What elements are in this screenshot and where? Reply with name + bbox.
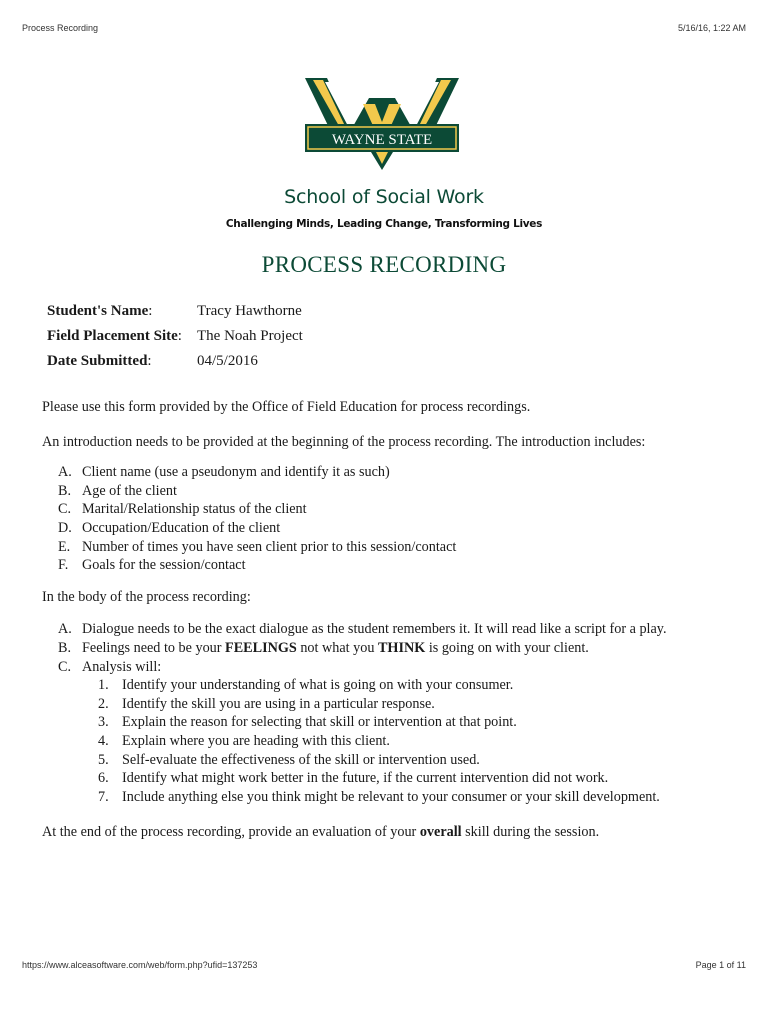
logo-wordmark: WAYNE STATE	[331, 132, 433, 148]
paragraph-evaluation: At the end of the process recording, provide an evaluation of your overall skill during the session.	[42, 824, 600, 841]
wayne-state-logo	[305, 78, 459, 172]
list-item: B. Feelings need to be your FEELINGS not what you THINK is going on with your client.	[58, 639, 589, 656]
analysis-list	[98, 676, 732, 806]
school-tagline: Challenging Minds, Leading Change, Transforming Lives	[225, 218, 543, 230]
paragraph-body: In the body of the process recording:	[42, 588, 251, 605]
info-value: 04/5/2016	[197, 353, 258, 369]
introduction-list	[58, 463, 732, 575]
list-item: C. Marital/Relationship status of the client	[58, 501, 307, 518]
list-item: 4. Explain where you are heading with this client.	[98, 732, 390, 749]
list-item: 1. Identify your understanding of what is going on with your consumer.	[98, 677, 514, 694]
info-label: Date Submitted	[47, 353, 148, 369]
list-item: A. Client name (use a pseudonym and identify it as such)	[58, 464, 390, 481]
page-title: PROCESS RECORDING	[261, 252, 507, 277]
info-label: Student's Name	[47, 303, 149, 319]
list-item: 7. Include anything else you think might be relevant to your consumer or your skill development.	[98, 788, 660, 805]
info-value: Tracy Hawthorne	[197, 303, 302, 319]
page-number: Page 1 of 11	[695, 960, 746, 970]
emphasis-overall: overall	[419, 824, 462, 841]
info-label: Field Placement Site	[47, 328, 178, 344]
body-list	[58, 620, 732, 806]
list-item: 6. Identify what might work better in the future, if the current intervention did not work.	[98, 770, 609, 787]
list-item: F. Goals for the session/contact	[58, 557, 246, 574]
print-header	[22, 23, 746, 33]
list-item: B. Age of the client	[58, 482, 177, 499]
paragraph-form-usage: Please use this form provided by the Office of Field Education for process recordings.	[42, 399, 531, 415]
list-item: 5. Self-evaluate the effectiveness of the skill or intervention used.	[98, 751, 480, 768]
student-info	[47, 303, 303, 378]
print-header-title: Process Recording	[22, 23, 99, 33]
list-item: E. Number of times you have seen client prior to this session/contact	[58, 538, 457, 555]
print-footer	[22, 960, 746, 970]
info-row-field-placement: Field Placement Site: The Noah Project	[47, 328, 303, 344]
list-item: 3. Explain the reason for selecting that skill or intervention at that point.	[98, 714, 517, 731]
emphasis-think: THINK	[377, 639, 426, 656]
list-item: 2. Identify the skill you are using in a particular response.	[98, 695, 435, 712]
list-item: A. Dialogue needs to be the exact dialogue as the student remembers it. It will read like a script for a play.	[58, 621, 667, 638]
print-header-datetime: 5/16/16, 1:22 AM	[677, 23, 746, 33]
emphasis-feelings: FEELINGS	[225, 639, 297, 656]
list-item: D. Occupation/Education of the client	[58, 519, 281, 536]
school-name: School of Social Work	[284, 186, 484, 208]
info-row-date-submitted: Date Submitted: 04/5/2016	[47, 353, 258, 369]
instructions	[42, 398, 732, 842]
paragraph-introduction: An introduction needs to be provided at the beginning of the process recording. The introduction includes:	[42, 433, 646, 450]
print-footer-url: https://www.alceasoftware.com/web/form.php?ufid=137253	[22, 960, 258, 970]
info-row-student-name: Student's Name: Tracy Hawthorne	[47, 303, 302, 319]
list-item: C. Analysis will: 1. Identify your understanding of what is going on with your consumer. 2. Identify the skill you are using in a particular response. 3. Explain the reason for selecting that skill or intervention at that point. 4. Explain where you are heading with this client. 5. Self-evaluate the effectiveness of the skill or intervention used. 6. Identify what might work better in the future, if the current intervention did not work. 7. Include anything else you think might be relevant to your consumer or your skill development.	[58, 658, 732, 807]
info-value: The Noah Project	[197, 328, 303, 344]
